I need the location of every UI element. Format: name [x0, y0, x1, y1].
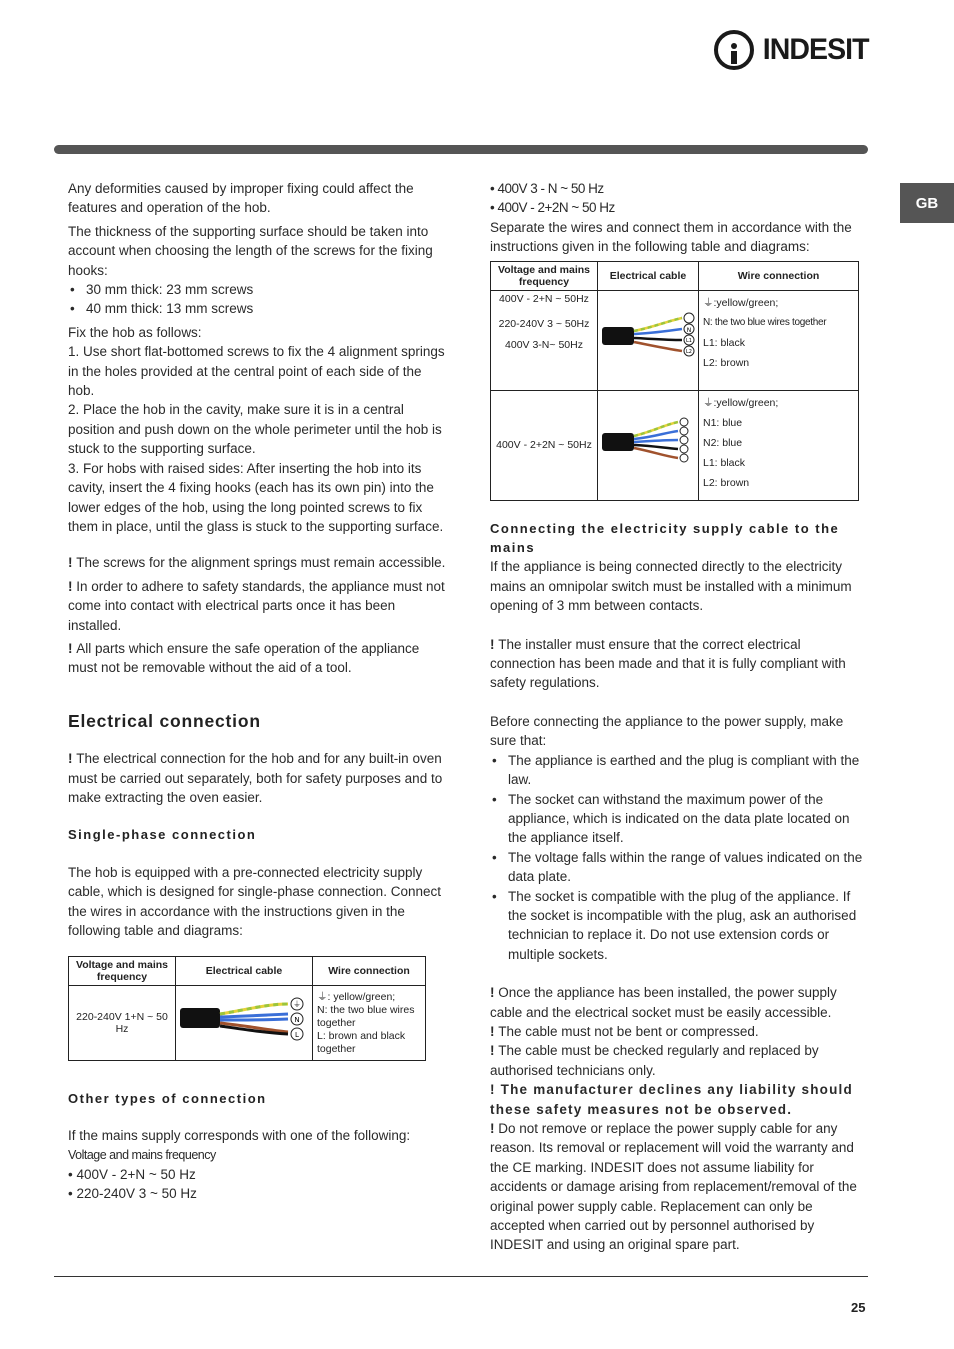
- subheading: Other types of connection: [68, 1090, 267, 1106]
- warning-icon: !: [68, 751, 77, 767]
- wire-line: N: the two blue wires together: [317, 1003, 415, 1029]
- list-item: • The voltage falls within the range of values indicated on the data plate.: [490, 848, 868, 887]
- wire-line: N: the two blue wires together: [703, 316, 827, 328]
- warning-text: The screws for the alignment springs must remain accessible.: [76, 555, 446, 571]
- wire-line: L1: black: [703, 336, 746, 349]
- language-tab: GB: [900, 183, 954, 223]
- warning: [490, 1119, 868, 1255]
- table-header: Voltage and mains frequency: [491, 261, 598, 290]
- screw-list: [68, 280, 446, 319]
- wire-line: L1: black: [703, 457, 746, 470]
- warning-text: The electrical connection for the hob and for any built-in oven must be carried out separately, both for safety purposes and to make extracting the oven easier.: [68, 751, 443, 805]
- warning-icon: !: [490, 1023, 499, 1039]
- table-header: Wire connection: [313, 957, 426, 986]
- svg-text:L2: L2: [686, 348, 692, 355]
- warning: [68, 577, 446, 635]
- paragraph: The thickness of the supporting surface should be taken into account when choosing the length of the screws for the fixing hooks:: [68, 223, 433, 278]
- paragraph: If the mains supply corresponds with one of the following:: [68, 1128, 411, 1144]
- table-cell: 220-240V 1+N ~ 50 Hz: [69, 986, 176, 1060]
- four-wire-cable-icon: [598, 391, 698, 493]
- paragraph: 3. For hobs with raised sides: After inserting the hob into its cavity, insert the 4 fixing hooks (each has its own pin) into the lower edges of the hob, using the long pointed screws to fix them in place, until the glass is stuck to the supporting surface.: [68, 460, 444, 534]
- list-item: • 400V 3 - N ~ 50 Hz: [490, 181, 604, 196]
- warning: [490, 1080, 868, 1119]
- warning-text: Once the appliance has been installed, the power supply cable and the electrical socket must be easily accessible.: [490, 985, 837, 1020]
- voltage-value: 220-240V 3 ~ 50Hz: [498, 317, 590, 330]
- indesit-logo-mark: [714, 30, 754, 70]
- table-cell: 400V - 2+2N ~ 50Hz: [491, 391, 598, 501]
- indesit-logo: [714, 30, 871, 70]
- wire-line: N1: blue: [703, 417, 743, 430]
- wire-line: L2: brown: [703, 477, 750, 490]
- warning: [68, 639, 446, 678]
- section-heading: Electrical connection: [68, 710, 261, 731]
- warning: [68, 749, 446, 807]
- brand-name: INDESIT: [762, 33, 869, 66]
- warning: [490, 635, 868, 693]
- wire-line: L: brown and black together: [317, 1029, 406, 1055]
- paragraph: Any deformities caused by improper fixing could affect the features and operation of the hob.: [68, 181, 414, 216]
- paragraph: Fix the hob as follows:: [68, 324, 202, 340]
- table-header: Electrical cable: [176, 957, 313, 986]
- warning-text: The installer must ensure that the correct electrical connection has been made and that it is fully compliant with safety regulations.: [490, 636, 846, 691]
- warning-icon: !: [490, 636, 499, 652]
- table-header: Electrical cable: [598, 261, 699, 290]
- footer-rule: [54, 1276, 868, 1277]
- paragraph: Separate the wires and connect them in accordance with the instructions given in the following table and diagrams:: [490, 219, 852, 255]
- voltage-cell: [491, 290, 598, 390]
- list-item: • 400V - 2+2N ~ 50 Hz: [490, 200, 615, 216]
- wire-line: N2: blue: [703, 437, 743, 450]
- wire-connection-cell: [699, 290, 859, 390]
- wire-line: : yellow/green;: [327, 990, 396, 1003]
- paragraph: If the appliance is being connected directly to the electricity mains an omnipolar switch must be installed with a minimum opening of 3 mm between contacts.: [490, 559, 852, 614]
- warning: [490, 1022, 868, 1041]
- page-number: 25: [851, 1300, 866, 1315]
- checklist: [490, 751, 868, 964]
- voltage-value: 400V 3-N~ 50Hz: [505, 338, 583, 351]
- list-item: • The appliance is earthed and the plug is compliant with the law.: [490, 751, 868, 790]
- list-item: • 220-240V 3 ~ 50 Hz: [68, 1186, 197, 1202]
- list-item: • The socket can withstand the maximum power of the appliance, which is indicated on the data plate located on the appliance itself.: [490, 790, 868, 848]
- small-label: Voltage and mains frequency: [68, 1147, 216, 1162]
- warning-icon: !: [490, 985, 499, 1001]
- warning-icon: !: [68, 555, 77, 571]
- svg-text:⏚: ⏚: [293, 1000, 301, 1010]
- cable-diagram: [598, 290, 699, 390]
- earth-icon: ⏚: [703, 397, 714, 410]
- warning-icon: !: [490, 1043, 499, 1059]
- right-column: [490, 179, 868, 1255]
- table-header: Voltage and mains frequency: [69, 957, 176, 986]
- paragraph: 1. Use short flat-bottomed screws to fix the 4 alignment springs in the holes provided at the central point of each side of the hob.: [68, 344, 445, 399]
- cable-diagram: [176, 986, 313, 1060]
- paragraph: 2. Place the hob in the cavity, make sure it is in a central position and push down on the whole perimeter until the hob is stuck to the supporting surface.: [68, 402, 442, 457]
- warning-icon: !: [490, 1082, 501, 1098]
- header-bar: [54, 145, 868, 154]
- wire-line: L2: brown: [703, 356, 750, 369]
- warning-icon: !: [490, 1121, 499, 1136]
- left-column: [68, 179, 446, 1204]
- warning-text: All parts which ensure the safe operation of the appliance must not be removable without the aid of a tool.: [68, 640, 420, 676]
- voltage-value: 400V - 2+N ~ 50Hz: [499, 292, 589, 305]
- svg-text:N: N: [294, 1016, 300, 1025]
- table-header: Wire connection: [699, 261, 859, 290]
- warning: [490, 1041, 868, 1080]
- warning: [68, 553, 446, 572]
- subheading: Connecting the electricity supply cable to the mains: [490, 521, 840, 556]
- svg-text:L: L: [295, 1031, 299, 1040]
- cable-diagram: [598, 391, 699, 501]
- three-wire-cable-icon: [598, 291, 698, 383]
- warning-text: The cable must not be bent or compressed.: [498, 1023, 759, 1039]
- warning-icon: !: [68, 640, 77, 656]
- single-phase-cable-icon: [176, 986, 312, 1052]
- wire-line: :yellow/green;: [713, 296, 779, 309]
- warning-text: The cable must be checked regularly and replaced by authorised technicians only.: [490, 1043, 819, 1078]
- svg-text:L1: L1: [686, 337, 692, 344]
- warning-text: Do not remove or replace the power supply cable for any reason. Its removal or replacement will void the warranty and the CE marking. INDESIT does not assume liability for accidents or damage arising from replacement/removal of the original power supply cable. Replacement can only be accepted when carried out by personnel authorised by INDESIT and using an original spare part.: [490, 1121, 857, 1253]
- warning-text: In order to adhere to safety standards, the appliance must not come into contact with electrical parts once it has been installed.: [68, 578, 445, 633]
- earth-icon: ⏚: [317, 990, 328, 1003]
- single-phase-table: [68, 956, 426, 1060]
- wire-connection-cell: [699, 391, 859, 501]
- warning-text: The manufacturer declines any liability should these safety measures not be observed.: [490, 1082, 853, 1117]
- warning-icon: !: [68, 578, 77, 594]
- subheading: Single-phase connection: [68, 827, 257, 843]
- svg-text:N: N: [686, 326, 692, 334]
- wire-line: :yellow/green;: [713, 397, 779, 410]
- list-item: • 400V - 2+N ~ 50 Hz: [68, 1167, 196, 1183]
- list-item: • 40 mm thick: 13 mm screws: [68, 299, 446, 318]
- list-item: • 30 mm thick: 23 mm screws: [68, 280, 446, 299]
- list-item: • The socket is compatible with the plug of the appliance. If the socket is incompatible with the plug, ask an authorised technician to replace it. Do not use extension cords or multiple sockets.: [490, 887, 868, 965]
- paragraph: Before connecting the appliance to the power supply, make sure that:: [490, 713, 844, 749]
- multi-phase-table: [490, 261, 859, 502]
- paragraph: The hob is equipped with a pre-connected electricity supply cable, which is designed for single-phase connection. Connect the wires in accordance with the instructions given in the following table and diagrams:: [68, 864, 441, 938]
- warning: [490, 983, 868, 1022]
- wire-connection-cell: [313, 986, 426, 1060]
- earth-icon: ⏚: [703, 296, 714, 309]
